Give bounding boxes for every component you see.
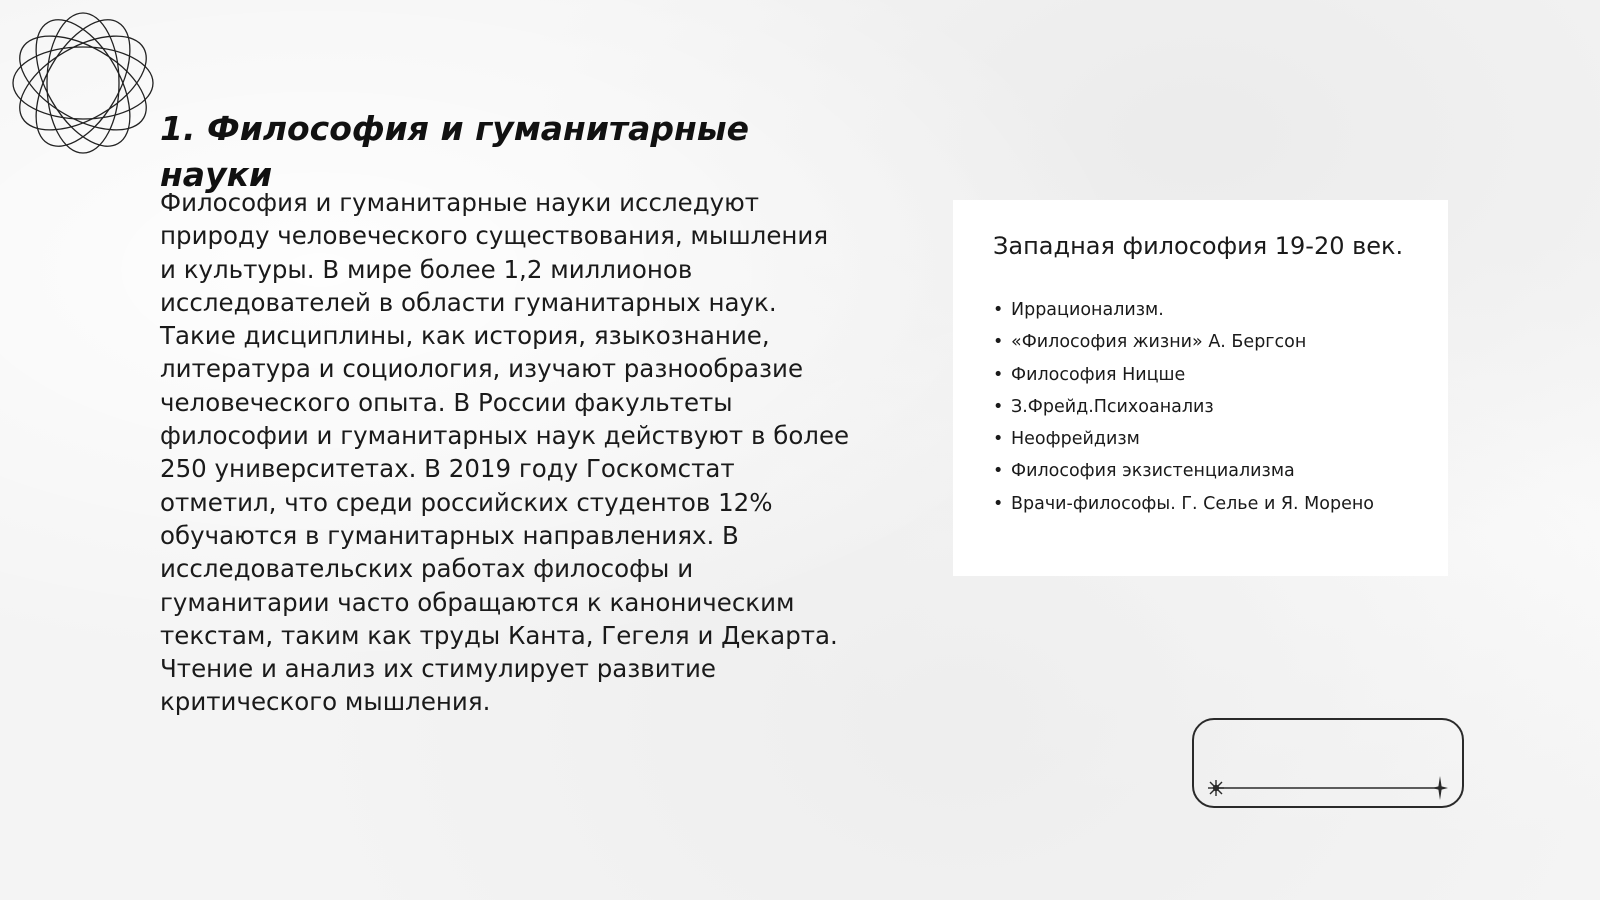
list-item-label: Философия Ницше [1011,364,1186,385]
list-item [993,423,1428,455]
bullet-icon: • [993,493,1004,514]
sparkle-icon [1208,780,1224,796]
decorative-line [1194,720,1462,806]
card-title: Западная философия 19-20 век. [993,232,1404,260]
list-item [993,359,1428,391]
list-item-label: Философия экзистенциализма [1011,461,1295,482]
bullet-icon: • [993,429,1004,450]
orbital-rings-icon [10,10,156,156]
bullet-icon: • [993,364,1004,385]
list-item [993,455,1428,487]
list-item [993,294,1428,326]
list-item-label: З.Фрейд.Психоанализ [1011,396,1214,417]
info-card [953,200,1448,576]
star-cross-icon [1432,776,1448,800]
list-item-label: «Философия жизни» А. Бергсон [1011,332,1307,353]
list-item [993,391,1428,423]
bullet-icon: • [993,332,1004,353]
slide-title: 1. Философия и гуманитарные науки [160,109,750,194]
bullet-icon: • [993,396,1004,417]
list-item-label: Врачи-философы. Г. Селье и Я. Морено [1011,493,1374,514]
list-item [993,488,1428,520]
slide-body-text: Философия и гуманитарные науки исследуют природу человеческого существования, мышления и культуры. В мире более 1,2 миллионов исследователей в области гуманитарных наук. Такие дисциплины, как история, языкознание, литература и социология, изучают разнообразие человеческого опыта. В России факультеты философии и гуманитарных наук действуют в более 250 университетах. В 2019 году Госкомстат отметил, что среди российских студентов 12% обучаются в гуманитарных направлениях. В исследовательских работах философы и гуманитарии часто обращаются к каноническим текстам, таким как труды Канта, Гегеля и Декарта. Чтение и анализ их стимулирует развитие критического мышления. [160,188,850,717]
list-item-label: Неофрейдизм [1011,429,1140,450]
card-list [993,294,1428,520]
bullet-icon: • [993,300,1004,320]
list-item-label: Иррационализм. [1011,300,1164,320]
decorative-line-frame [1192,718,1464,808]
list-item [993,326,1428,358]
bullet-icon: • [993,461,1004,482]
